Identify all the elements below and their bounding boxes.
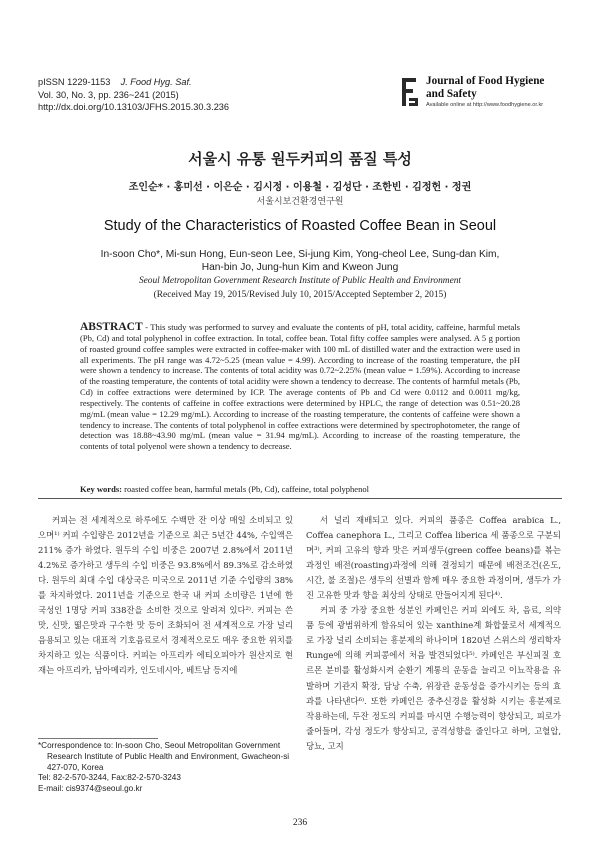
keywords-label: Key words:: [80, 484, 123, 494]
body-paragraph: 서 널리 재배되고 있다. 커피의 품종은 Coffea arabica L., Coffea canephora L., 그리고 Coffea liberica 세 품종으로 구분되며³⁾, 커피 고유의 향과 맛은 커피생두(green coffee beans)를 볶는 과정인 배전(roasting)과정에 의해 결정되기 때문에 배전조건(온도, 시간, 불 조절)은 생두의 선별과 함께 매우 중요한 과정이며, 생두가 가진 고유한 맛과 향을 최상의 상태로 만들어지게 된다⁴⁾.: [306, 515, 561, 601]
journal-abbrev: J. Food Hyg. Saf.: [120, 77, 192, 87]
body-paragraph: 커피는 전 세계적으로 하루에도 수백만 잔 이상 매일 소비되고 있으며¹⁾ 커피 수입량은 2012년을 기준으로 최근 5년간 44%, 수입액은 211% 증가 하였다. 원두의 수입 비중은 2007년 2.8%에서 2011년 4.2%로 증가하고 생두의 수입 비중은 93.8%에서 89.3%로 감소하였다. 원두의 최대 수입 대상국은 미국으로 2011년 기준 수입량의 38%를 차지하였다. 2011년을 기준으로 한국 내 커피 소비량은 1년에 한국성인 1명당 커피 338잔을 소비한 것으로 알려져 있다²⁾. 커피는 쓴맛, 신맛, 떫은맛과 구수한 맛 등이 조화되어 전 세계적으로 가장 널리 음용되고 있는 대표적 기호음료로서 경제적으로도 매우 중요한 위치를 차지하고 있는 식품이다. 커피는 아프리카 에티오피아가 원산지로 현재는 아프리카, 남아메리카, 인도네시아, 베트남 등지에: [38, 515, 293, 676]
journal-logo-icon: [400, 76, 420, 108]
authors-english: In-soon Cho*, Mi-sun Hong, Eun-seon Lee, Si-jung Kim, Yong-cheol Lee, Sung-dan Kim, Han-bin Jo, Jung-hun Kim and Kweon Jung: [100, 249, 500, 273]
abstract: [80, 322, 520, 452]
body-column-right: [306, 513, 561, 754]
journal-name: Journal of Food Hygiene and Safety: [426, 75, 545, 100]
journal-logo: [400, 74, 585, 114]
pissn: pISSN 1229-1153: [38, 77, 111, 87]
received-dates: (Received May 19, 2015/Revised July 10, 2015/Accepted September 2, 2015): [153, 290, 447, 300]
correspondence-footnote: *Correspondence to: In-soon Cho, Seoul Metropolitan Government Research Institute of Public Health and Environment, Gwacheon-si 427-070, Korea Tel: 82-2-570-3244, Fax:82-2-570-3243 E-mail: cis9374@seoul.go.kr: [38, 741, 296, 795]
body-paragraph: 커피 중 가장 중요한 성분인 카페인은 커피 외에도 차, 음료, 의약품 등에 광범위하게 함유되어 있는 xanthine계 화합물로서 세계적으로 가장 널리 소비되는 흥분제의 하나이며 1820년 스위스의 생리학자 Runge에 의해 커피콩에서 처음 발견되었다⁵⁾. 카페인은 부신피질 호르몬 분비를 활성화시켜 순환기 계통의 운동을 늘리고 이뇨작용을 유발하며 기관지 확장, 담낭 수축, 위장관 운동성을 증가시키는 등의 효과를 나타낸다⁶⁾. 또한 카페인은 중추신경을 활성화 시키는 흥분제로 작용하는데, 두잔 정도의 커피를 마시면 수행능력이 향상되고, 피로가 줄어들며, 각성 정도가 향상되고, 공격성향을 줄인다고 하며, 고혈압, 당뇨, 고지: [306, 605, 561, 751]
title-english: Study of the Characteristics of Roasted Coffee Bean in Seoul: [103, 218, 497, 234]
journal-metadata: [38, 76, 229, 114]
abstract-text: - This study was performed to survey and evaluate the contents of pH, total acidity, caffeine, harmful metals (Pb, Cd) and total polyphenol in coffee extraction. In total, coffee bean. Total fifty coffee samples were analysed. A 5 g portion of roasted ground coffee samples were extracted in coffee-maker with 100 mL of distilled water and the extraction were used in all experiments. The pH range was 4.72~5.25 (mean value = 4.99). According to increase of the roasting temperature, the pH were shown a tendency to increase. The contents of total acidity was 0.72~2.25% (mean value = 1.59%). According to increase of the roasting temperature, the contents of total acidity were shown a tendency to decrease. The contents of harmful metals (Pb, Cd) in coffee extractions were determined by ICP. The average contents of Pb and Cd were 0.0112 and 0.0011 mg/kg, respectively. The contents of caffeine in coffee extractions were determined by HPLC, the range of detection was 0.51~20.28 mg/mL (mean value = 12.29 mg/mL). According to increase of the roasting temperature, the contents of caffeine were shown a tendency to increase. The contents of total polyphenol in coffee extractions were determined by spectrophotometer, the range of detection was 18.88~43.90 mg/mL (mean value = 31.94 mg/mL). According to increase of the roasting temperature, the contents of total polyenol were shown a tendency to decrease.: [80, 322, 520, 452]
keywords: [80, 484, 520, 494]
doi-link[interactable]: http://dx.doi.org/10.13103/JFHS.2015.30.3.236: [38, 102, 230, 112]
email-link[interactable]: E-mail: cis9374@seoul.go.kr: [38, 784, 143, 794]
footnote-divider: [38, 738, 158, 739]
affiliation-korean: 서울시보건환경연구원: [256, 197, 344, 207]
journal-url[interactable]: Available online at http://www.foodhygiene.or.kr: [426, 102, 544, 108]
body-column-left: [38, 513, 293, 679]
section-divider: [38, 498, 562, 499]
affiliation-english: Seoul Metropolitan Government Research Institute of Public Health and Environment: [138, 276, 462, 286]
keywords-text: roasted coffee bean, harmful metals (Pb, Cd), caffeine, total polyphenol: [122, 484, 370, 494]
volume-line: Vol. 30, No. 3, pp. 236~241 (2015): [38, 89, 179, 100]
authors-korean: 조인순* · 홍미선 · 이은순 · 김시정 · 이용철 · 김성단 · 조한빈 · 김정헌 · 정권: [128, 182, 472, 193]
abstract-label: ABSTRACT: [80, 321, 143, 333]
page-number: 236: [292, 818, 308, 828]
title-korean: 서울시 유통 원두커피의 품질 특성: [188, 150, 412, 168]
